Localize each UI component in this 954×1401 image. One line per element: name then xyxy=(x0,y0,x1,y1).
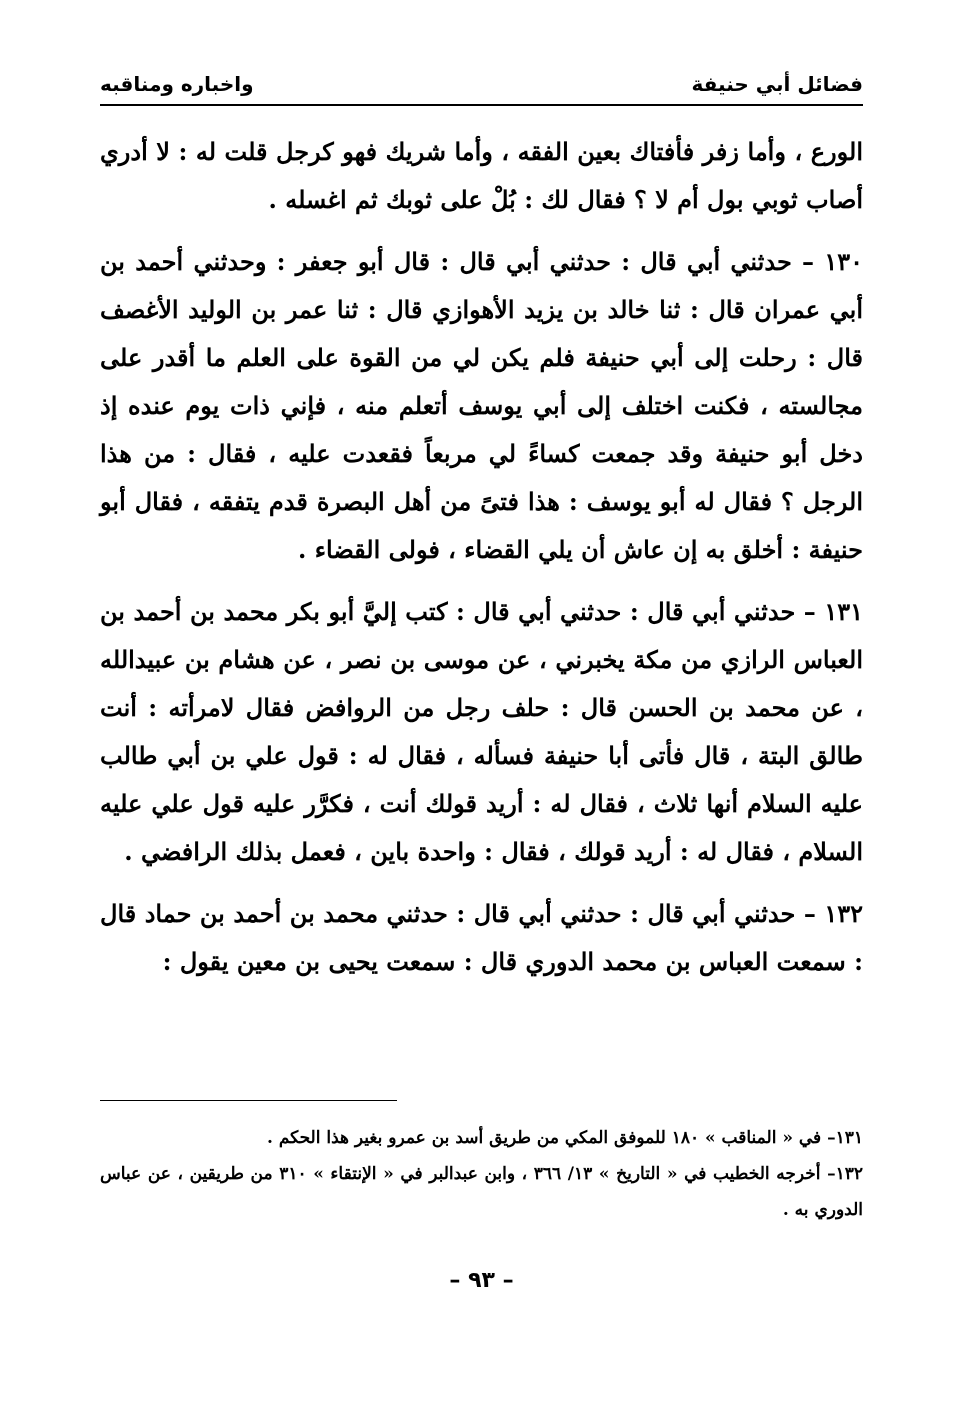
header-divider xyxy=(100,104,863,106)
footnote: ١٣٢– أخرجه الخطيب في « التاريخ » ١٣/ ٣٦٦ ، وابن عبدالبر في « الإنتقاء » ٣١٠ من طريقين ، عن عباس الدوري به . xyxy=(100,1164,863,1220)
running-header xyxy=(100,68,863,104)
header-title: فضائل أبي حنيفة xyxy=(691,72,863,96)
main-text xyxy=(100,128,863,1000)
paragraph: ١٣٠ – حدثني أبي قال : حدثني أبي قال : قال أبو جعفر : وحدثني أحمد بن أبي عمران قال : ثنا خالد بن يزيد الأهوازي قال : ثنا عمر بن الوليد الأغصف قال : رحلت إلى أبي حنيفة فلم يكن لي من القوة على العلم ما أقدر على مجالسته ، فكنت اختلف إلى أبي يوسف أتعلم منه ، فإني ذات يوم عنده إذ دخل أبو حنيفة وقد جمعت كساءً لي مربعاً فقعدت عليه ، فقال : من هذا الرجل ؟ فقال له أبو يوسف : هذا فتىً من أهل البصرة قدم يتفقه ، فقال أبو حنيفة : أخلق به إن عاش أن يلي القضاء ، فولى القضاء . xyxy=(100,247,863,564)
header-subtitle: واخباره ومناقبه xyxy=(100,72,254,96)
footnote-divider xyxy=(100,1100,397,1101)
page-number: – ٩٣ – xyxy=(449,1268,514,1293)
footnote: ١٣١– في « المناقب » ١٨٠ للموفق المكي من طريق أسد بن عمرو بغير هذا الحكم . xyxy=(267,1128,863,1148)
paragraph: ١٣٢ – حدثني أبي قال : حدثني أبي قال : حدثني محمد بن أحمد بن حماد قال : سمعت العباس بن محمد الدوري قال : سمعت يحيى بن معين يقول : xyxy=(100,899,863,976)
page xyxy=(100,0,863,1401)
paragraph: ١٣١ – حدثني أبي قال : حدثني أبي قال : كتب إليَّ أبو بكر محمد بن أحمد بن العباس الرازي من مكة يخبرني ، عن موسى بن نصر ، عن هشام بن عبيدالله ، عن محمد بن الحسن قال : حلف رجل من الروافض فقال لامرأته : أنت طالق البتة ، قال فأتى أبا حنيفة فسأله ، فقال له : قول علي بن أبي طالب عليه السلام أنها ثلاث ، فقال له : أريد قولك أنت ، فكرَّر عليه قول علي عليه السلام ، فقال له : أريد قولك ، فقال : واحدة باين ، فعمل بذلك الرافضي . xyxy=(100,597,863,866)
paragraph: الورع ، وأما زفر فأفتاك بعين الفقه ، وأما شريك فهو كرجل قلت له : لا أدري أصاب ثوبي بول أم لا ؟ فقال لك : بُلْ على ثوبك ثم اغسله . xyxy=(100,137,863,214)
footnotes xyxy=(100,1120,863,1228)
